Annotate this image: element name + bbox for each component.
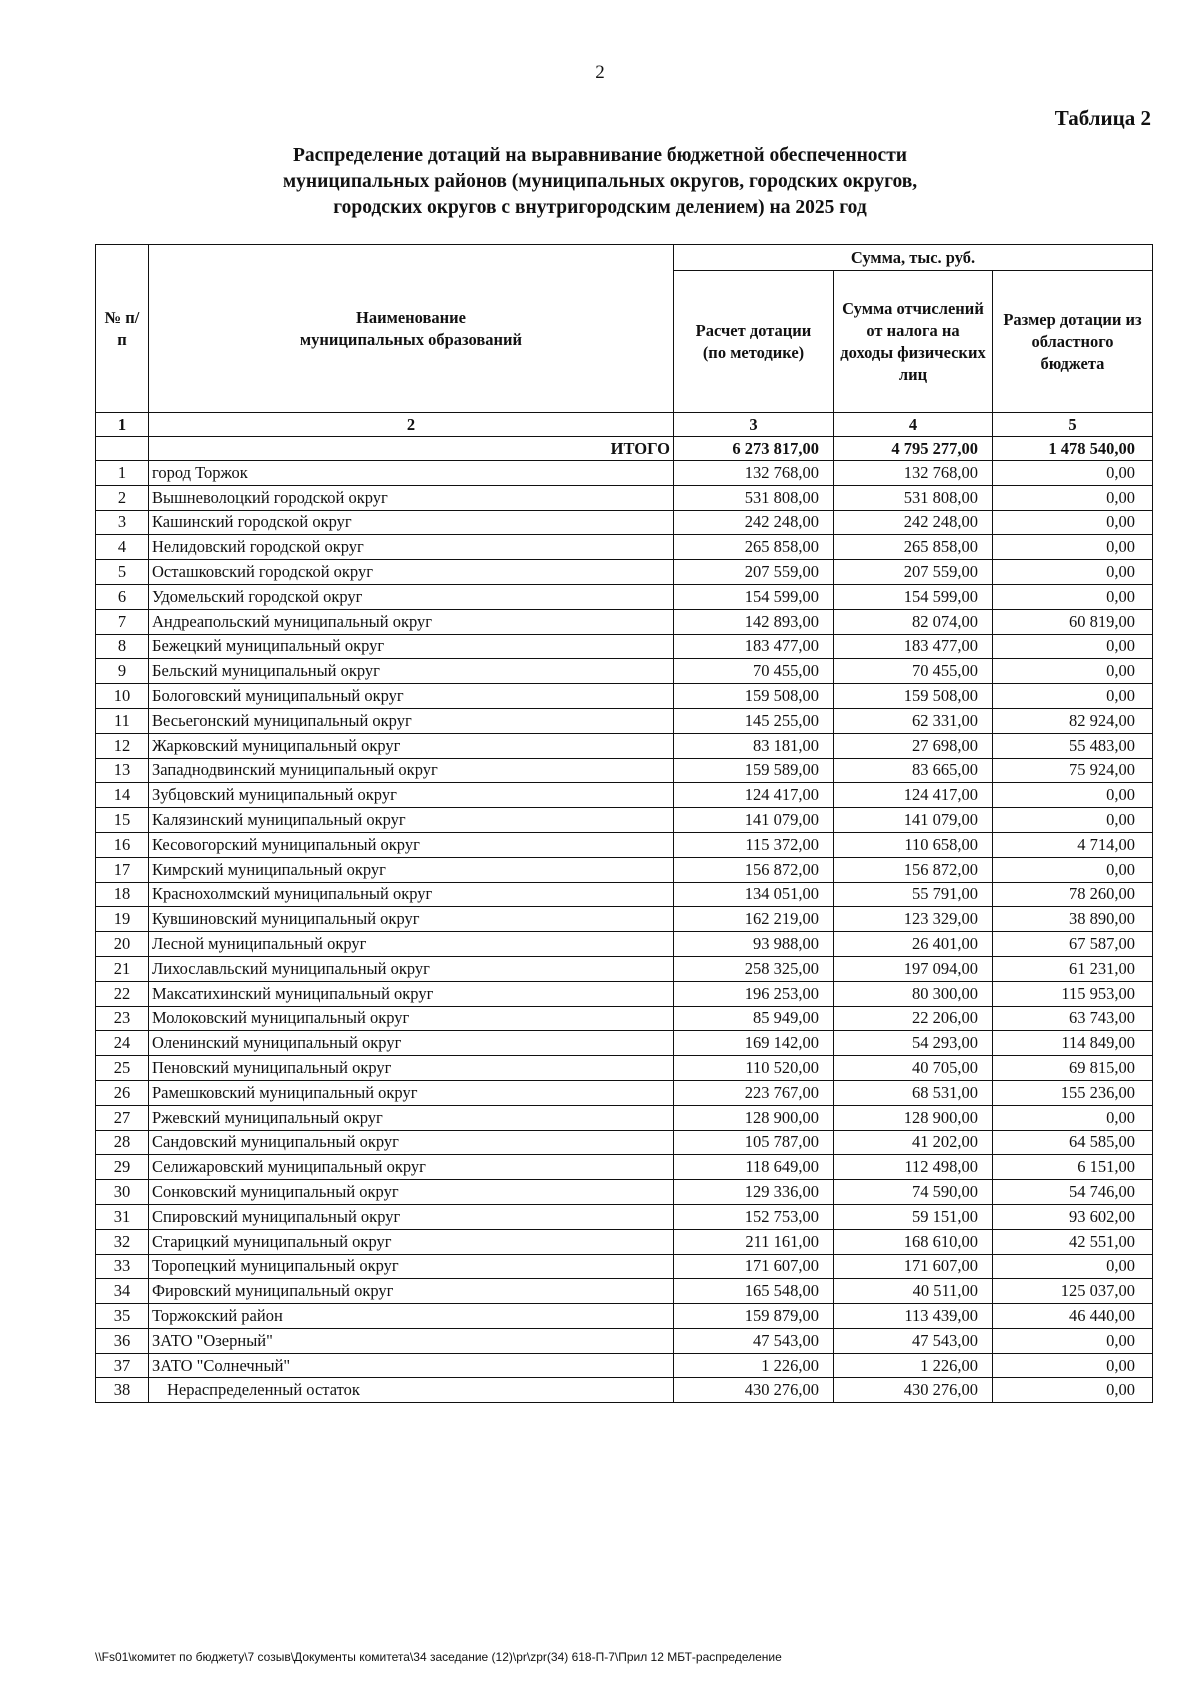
- document-title: [200, 143, 1000, 221]
- calc-value: 85 949,00: [674, 1006, 834, 1031]
- ndfl-value: 242 248,00: [834, 510, 993, 535]
- table-row: [96, 1229, 1153, 1254]
- municipality-name: Калязинский муниципальный округ: [149, 808, 674, 833]
- ndfl-value: 1 226,00: [834, 1353, 993, 1378]
- municipality-name: Молоковский муниципальный округ: [149, 1006, 674, 1031]
- subsidy-value: 78 260,00: [993, 882, 1153, 907]
- table-row: [96, 1328, 1153, 1353]
- calc-value: 430 276,00: [674, 1378, 834, 1403]
- municipality-name: Ржевский муниципальный округ: [149, 1105, 674, 1130]
- calc-value: 134 051,00: [674, 882, 834, 907]
- municipality-name: ЗАТО "Озерный": [149, 1328, 674, 1353]
- column-number: 3: [674, 413, 834, 437]
- subsidy-value: 0,00: [993, 634, 1153, 659]
- table-row: [96, 1031, 1153, 1056]
- ndfl-value: 430 276,00: [834, 1378, 993, 1403]
- municipality-name: Западнодвинский муниципальный округ: [149, 758, 674, 783]
- table-row: [96, 510, 1153, 535]
- municipality-name: Торжокский район: [149, 1304, 674, 1329]
- municipality-name: Сандовский муниципальный округ: [149, 1130, 674, 1155]
- subsidy-value: 0,00: [993, 560, 1153, 585]
- column-number: 2: [149, 413, 674, 437]
- ndfl-value: 68 531,00: [834, 1080, 993, 1105]
- ndfl-value: 40 705,00: [834, 1056, 993, 1081]
- subsidy-value: 67 587,00: [993, 932, 1153, 957]
- calc-value: 207 559,00: [674, 560, 834, 585]
- calc-value: 154 599,00: [674, 584, 834, 609]
- municipality-name: Спировский муниципальный округ: [149, 1204, 674, 1229]
- table-row: [96, 1105, 1153, 1130]
- title-line-1: Распределение дотаций на выравнивание бюджетной обеспеченности: [292, 145, 908, 166]
- calc-value: 223 767,00: [674, 1080, 834, 1105]
- ndfl-value: 55 791,00: [834, 882, 993, 907]
- calc-value: 531 808,00: [674, 485, 834, 510]
- table-row: [96, 882, 1153, 907]
- ndfl-value: 265 858,00: [834, 535, 993, 560]
- municipality-name: Кувшиновский муниципальный округ: [149, 907, 674, 932]
- subsidy-value: 63 743,00: [993, 1006, 1153, 1031]
- municipality-name: Нераспределенный остаток: [149, 1378, 674, 1403]
- calc-value: 258 325,00: [674, 956, 834, 981]
- ndfl-value: 124 417,00: [834, 783, 993, 808]
- footer-file-path: \\Fs01\комитет по бюджету\7 созыв\Документы комитета\34 заседание (12)\pr\zpr(34) 618-П-7\Прил 12 МБТ-распределение: [95, 1650, 782, 1664]
- calc-value: 211 161,00: [674, 1229, 834, 1254]
- row-number: 18: [96, 882, 149, 907]
- table-row: [96, 1130, 1153, 1155]
- row-number: 38: [96, 1378, 149, 1403]
- calc-value: 110 520,00: [674, 1056, 834, 1081]
- municipality-name: Бологовский муниципальный округ: [149, 684, 674, 709]
- ndfl-value: 70 455,00: [834, 659, 993, 684]
- ndfl-value: 22 206,00: [834, 1006, 993, 1031]
- table-row: [96, 1254, 1153, 1279]
- subsidy-value: 55 483,00: [993, 733, 1153, 758]
- subsidy-value: 0,00: [993, 1254, 1153, 1279]
- subsidy-value: 115 953,00: [993, 981, 1153, 1006]
- row-number: 24: [96, 1031, 149, 1056]
- total-label: ИТОГО: [149, 437, 674, 461]
- table-row: [96, 1056, 1153, 1081]
- subsidy-value: 0,00: [993, 510, 1153, 535]
- ndfl-value: 83 665,00: [834, 758, 993, 783]
- table-row: [96, 981, 1153, 1006]
- municipality-name: Максатихинский муниципальный округ: [149, 981, 674, 1006]
- calc-value: 156 872,00: [674, 857, 834, 882]
- calc-value: 93 988,00: [674, 932, 834, 957]
- municipality-name: город Торжок: [149, 461, 674, 486]
- calc-value: 152 753,00: [674, 1204, 834, 1229]
- table-row: [96, 758, 1153, 783]
- table-row: [96, 609, 1153, 634]
- row-number: 33: [96, 1254, 149, 1279]
- row-number: 22: [96, 981, 149, 1006]
- table-row: [96, 733, 1153, 758]
- subsidy-value: 61 231,00: [993, 956, 1153, 981]
- table-row: [96, 634, 1153, 659]
- ndfl-value: 110 658,00: [834, 832, 993, 857]
- subsidy-value: 4 714,00: [993, 832, 1153, 857]
- calc-value: 165 548,00: [674, 1279, 834, 1304]
- calc-value: 242 248,00: [674, 510, 834, 535]
- municipality-name: Осташковский городской округ: [149, 560, 674, 585]
- subsidy-value: 155 236,00: [993, 1080, 1153, 1105]
- row-number: 9: [96, 659, 149, 684]
- ndfl-value: 80 300,00: [834, 981, 993, 1006]
- table-label: Таблица 2: [1054, 106, 1151, 130]
- table-row: [96, 1155, 1153, 1180]
- row-number: 16: [96, 832, 149, 857]
- calc-value: 47 543,00: [674, 1328, 834, 1353]
- column-number: 5: [993, 413, 1153, 437]
- row-number: 35: [96, 1304, 149, 1329]
- table-row: [96, 832, 1153, 857]
- ndfl-value: 40 511,00: [834, 1279, 993, 1304]
- subsidy-value: 125 037,00: [993, 1279, 1153, 1304]
- row-number: 19: [96, 907, 149, 932]
- subsidy-value: 0,00: [993, 659, 1153, 684]
- table-row: [96, 1378, 1153, 1403]
- subsidy-value: 0,00: [993, 1105, 1153, 1130]
- table-row: [96, 461, 1153, 486]
- total-ndfl: 4 795 277,00: [834, 437, 993, 461]
- ndfl-value: 171 607,00: [834, 1254, 993, 1279]
- ndfl-value: 141 079,00: [834, 808, 993, 833]
- subsidy-value: 69 815,00: [993, 1056, 1153, 1081]
- ndfl-value: 168 610,00: [834, 1229, 993, 1254]
- row-number: 15: [96, 808, 149, 833]
- ndfl-value: 112 498,00: [834, 1155, 993, 1180]
- subsidy-value: 0,00: [993, 1353, 1153, 1378]
- table-row: [96, 535, 1153, 560]
- subsidy-value: 64 585,00: [993, 1130, 1153, 1155]
- row-number: 30: [96, 1180, 149, 1205]
- ndfl-value: 27 698,00: [834, 733, 993, 758]
- row-number: 31: [96, 1204, 149, 1229]
- table-row: [96, 684, 1153, 709]
- ndfl-value: 156 872,00: [834, 857, 993, 882]
- municipality-name: Фировский муниципальный округ: [149, 1279, 674, 1304]
- municipality-name: Пеновский муниципальный округ: [149, 1056, 674, 1081]
- table-row: [96, 808, 1153, 833]
- municipality-name: Весьегонский муниципальный округ: [149, 708, 674, 733]
- table-row: [96, 584, 1153, 609]
- subsidy-value: 82 924,00: [993, 708, 1153, 733]
- municipality-name: Лихославльский муниципальный округ: [149, 956, 674, 981]
- header-calc: Расчет дотации (по методике): [674, 271, 834, 413]
- table-row: [96, 708, 1153, 733]
- ndfl-value: 113 439,00: [834, 1304, 993, 1329]
- table-row: [96, 1204, 1153, 1229]
- subsidy-value: 60 819,00: [993, 609, 1153, 634]
- ndfl-value: 82 074,00: [834, 609, 993, 634]
- header-sum-group: Сумма, тыс. руб.: [674, 245, 1153, 271]
- row-number: 29: [96, 1155, 149, 1180]
- calc-value: 83 181,00: [674, 733, 834, 758]
- table-row: [96, 1304, 1153, 1329]
- table-row: [96, 659, 1153, 684]
- subsidy-value: 42 551,00: [993, 1229, 1153, 1254]
- row-number: 26: [96, 1080, 149, 1105]
- calc-value: 1 226,00: [674, 1353, 834, 1378]
- total-subsidy: 1 478 540,00: [993, 437, 1153, 461]
- municipality-name: Селижаровский муниципальный округ: [149, 1155, 674, 1180]
- ndfl-value: 26 401,00: [834, 932, 993, 957]
- calc-value: 118 649,00: [674, 1155, 834, 1180]
- row-number: 7: [96, 609, 149, 634]
- ndfl-value: 62 331,00: [834, 708, 993, 733]
- subsidy-value: 93 602,00: [993, 1204, 1153, 1229]
- subsidy-value: 0,00: [993, 783, 1153, 808]
- row-number: 34: [96, 1279, 149, 1304]
- municipality-name: Вышневолоцкий городской округ: [149, 485, 674, 510]
- row-number: 20: [96, 932, 149, 957]
- ndfl-value: 531 808,00: [834, 485, 993, 510]
- ndfl-value: 128 900,00: [834, 1105, 993, 1130]
- municipality-name: Сонковский муниципальный округ: [149, 1180, 674, 1205]
- subsidy-table: [95, 244, 1153, 1403]
- row-number: 8: [96, 634, 149, 659]
- ndfl-value: 207 559,00: [834, 560, 993, 585]
- ndfl-value: 197 094,00: [834, 956, 993, 981]
- table-row: [96, 1353, 1153, 1378]
- row-number: 12: [96, 733, 149, 758]
- subsidy-value: 0,00: [993, 857, 1153, 882]
- header-ndfl: Сумма отчислений от налога на доходы физических лиц: [834, 271, 993, 413]
- title-line-2: муниципальных районов (муниципальных округов, городских округов,: [282, 171, 918, 192]
- table-row: [96, 1180, 1153, 1205]
- column-number: 1: [96, 413, 149, 437]
- calc-value: 115 372,00: [674, 832, 834, 857]
- subsidy-value: 6 151,00: [993, 1155, 1153, 1180]
- subsidy-value: 38 890,00: [993, 907, 1153, 932]
- municipality-name: Нелидовский городской округ: [149, 535, 674, 560]
- ndfl-value: 59 151,00: [834, 1204, 993, 1229]
- municipality-name: Бежецкий муниципальный округ: [149, 634, 674, 659]
- calc-value: 105 787,00: [674, 1130, 834, 1155]
- table-row: [96, 907, 1153, 932]
- subsidy-value: 0,00: [993, 1378, 1153, 1403]
- table-row: [96, 560, 1153, 585]
- municipality-name: Торопецкий муниципальный округ: [149, 1254, 674, 1279]
- header-num: № п/п: [96, 245, 149, 413]
- calc-value: 183 477,00: [674, 634, 834, 659]
- calc-value: 159 589,00: [674, 758, 834, 783]
- calc-value: 141 079,00: [674, 808, 834, 833]
- row-number: 10: [96, 684, 149, 709]
- table-row: [96, 1080, 1153, 1105]
- municipality-name: Кашинский городской округ: [149, 510, 674, 535]
- calc-value: 196 253,00: [674, 981, 834, 1006]
- municipality-name: Краснохолмский муниципальный округ: [149, 882, 674, 907]
- row-number: 3: [96, 510, 149, 535]
- municipality-name: Кесовогорский муниципальный округ: [149, 832, 674, 857]
- table-row: [96, 956, 1153, 981]
- row-number: 28: [96, 1130, 149, 1155]
- table-row: [96, 485, 1153, 510]
- subsidy-value: 0,00: [993, 461, 1153, 486]
- calc-value: 124 417,00: [674, 783, 834, 808]
- municipality-name: ЗАТО "Солнечный": [149, 1353, 674, 1378]
- row-number: 5: [96, 560, 149, 585]
- calc-value: 159 879,00: [674, 1304, 834, 1329]
- subsidy-value: 0,00: [993, 1328, 1153, 1353]
- table-row: [96, 1279, 1153, 1304]
- row-number: 37: [96, 1353, 149, 1378]
- total-calc: 6 273 817,00: [674, 437, 834, 461]
- row-number: 17: [96, 857, 149, 882]
- row-number: 27: [96, 1105, 149, 1130]
- row-number: 2: [96, 485, 149, 510]
- column-number: 4: [834, 413, 993, 437]
- row-number: 21: [96, 956, 149, 981]
- calc-value: 162 219,00: [674, 907, 834, 932]
- table-row: [96, 932, 1153, 957]
- header-subsidy: Размер дотации из областного бюджета: [993, 271, 1153, 413]
- municipality-name: Зубцовский муниципальный округ: [149, 783, 674, 808]
- ndfl-value: 123 329,00: [834, 907, 993, 932]
- calc-value: 70 455,00: [674, 659, 834, 684]
- calc-value: 265 858,00: [674, 535, 834, 560]
- title-line-3: городских округов с внутригородским делением) на 2025 год: [333, 197, 867, 218]
- ndfl-value: 41 202,00: [834, 1130, 993, 1155]
- page-number: 2: [595, 62, 605, 83]
- calc-value: 142 893,00: [674, 609, 834, 634]
- ndfl-value: 159 508,00: [834, 684, 993, 709]
- municipality-name: Андреапольский муниципальный округ: [149, 609, 674, 634]
- row-number: 23: [96, 1006, 149, 1031]
- subsidy-value: 54 746,00: [993, 1180, 1153, 1205]
- municipality-name: Кимрский муниципальный округ: [149, 857, 674, 882]
- ndfl-value: 47 543,00: [834, 1328, 993, 1353]
- subsidy-value: 0,00: [993, 485, 1153, 510]
- municipality-name: Лесной муниципальный округ: [149, 932, 674, 957]
- ndfl-value: 54 293,00: [834, 1031, 993, 1056]
- row-number: 14: [96, 783, 149, 808]
- table-row: [96, 857, 1153, 882]
- subsidy-value: 0,00: [993, 808, 1153, 833]
- subsidy-value: 0,00: [993, 584, 1153, 609]
- calc-value: 129 336,00: [674, 1180, 834, 1205]
- ndfl-value: 132 768,00: [834, 461, 993, 486]
- header-name: Наименование муниципальных образований: [149, 245, 674, 413]
- calc-value: 159 508,00: [674, 684, 834, 709]
- row-number: 25: [96, 1056, 149, 1081]
- calc-value: 132 768,00: [674, 461, 834, 486]
- municipality-name: Оленинский муниципальный округ: [149, 1031, 674, 1056]
- row-number: 32: [96, 1229, 149, 1254]
- subsidy-value: 75 924,00: [993, 758, 1153, 783]
- total-row: [96, 437, 1153, 461]
- row-number: 13: [96, 758, 149, 783]
- row-number: 1: [96, 461, 149, 486]
- ndfl-value: 154 599,00: [834, 584, 993, 609]
- municipality-name: Бельский муниципальный округ: [149, 659, 674, 684]
- calc-value: 128 900,00: [674, 1105, 834, 1130]
- row-number: 4: [96, 535, 149, 560]
- subsidy-value: 0,00: [993, 684, 1153, 709]
- municipality-name: Жарковский муниципальный округ: [149, 733, 674, 758]
- municipality-name: Старицкий муниципальный округ: [149, 1229, 674, 1254]
- calc-value: 169 142,00: [674, 1031, 834, 1056]
- municipality-name: Рамешковский муниципальный округ: [149, 1080, 674, 1105]
- table-row: [96, 1006, 1153, 1031]
- ndfl-value: 183 477,00: [834, 634, 993, 659]
- subsidy-value: 114 849,00: [993, 1031, 1153, 1056]
- row-number: 11: [96, 708, 149, 733]
- calc-value: 171 607,00: [674, 1254, 834, 1279]
- subsidy-value: 0,00: [993, 535, 1153, 560]
- municipality-name: Удомельский городской округ: [149, 584, 674, 609]
- calc-value: 145 255,00: [674, 708, 834, 733]
- row-number: 6: [96, 584, 149, 609]
- subsidy-value: 46 440,00: [993, 1304, 1153, 1329]
- total-num: [96, 437, 149, 461]
- ndfl-value: 74 590,00: [834, 1180, 993, 1205]
- table-row: [96, 783, 1153, 808]
- row-number: 36: [96, 1328, 149, 1353]
